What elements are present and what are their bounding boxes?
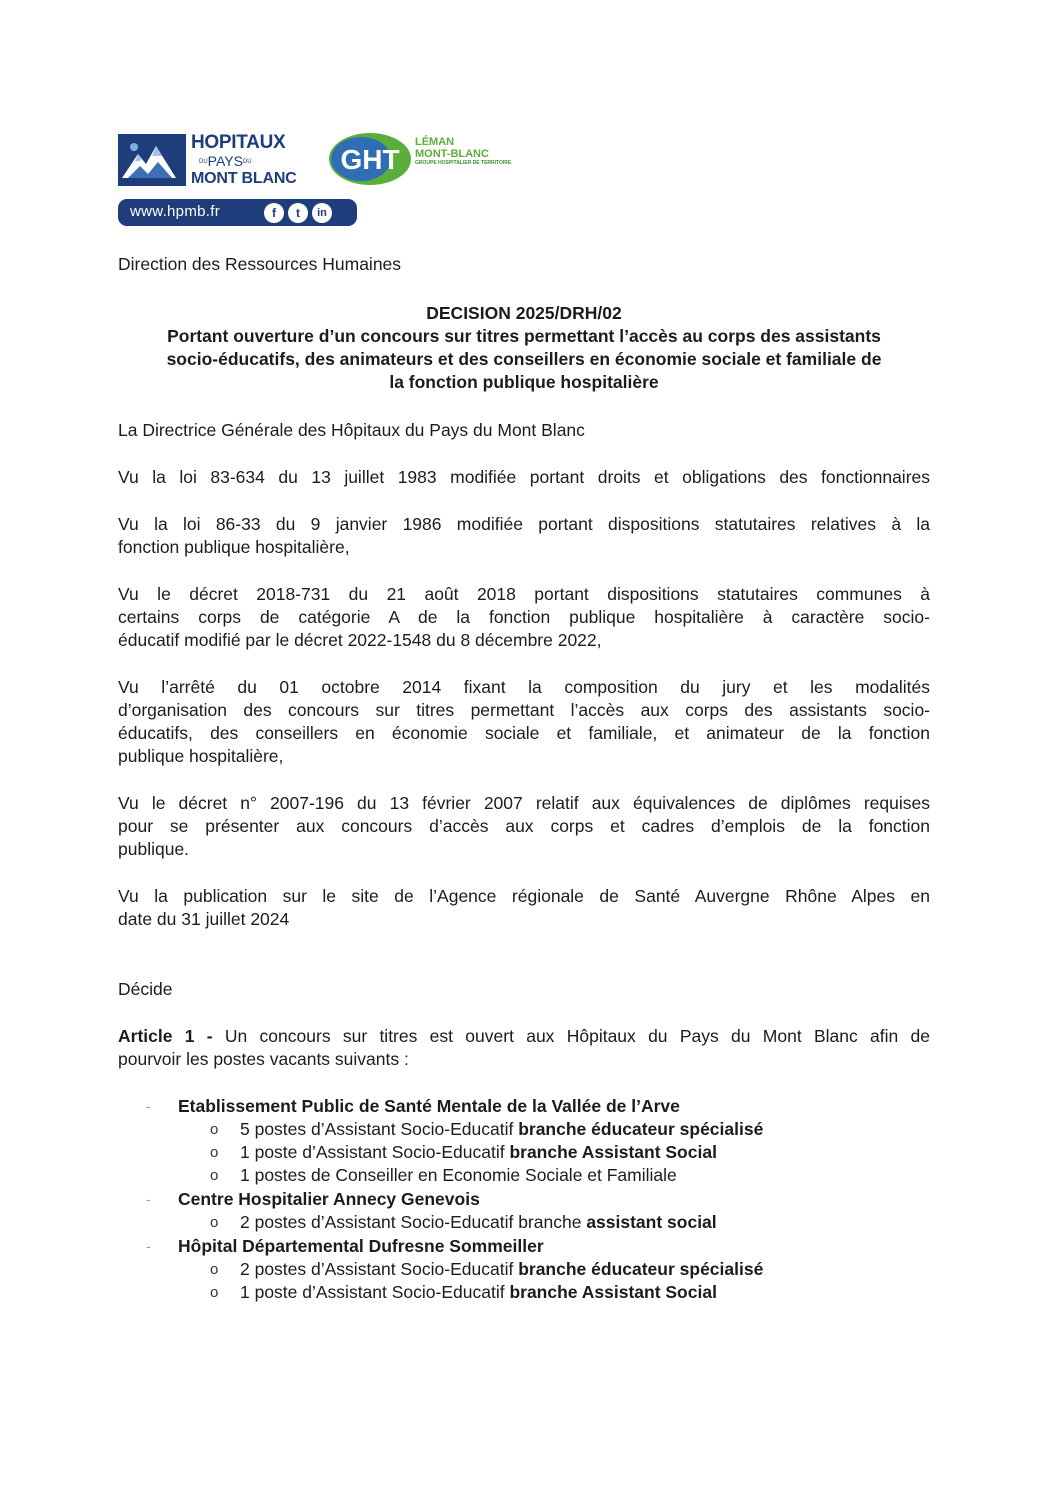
post-item: 5 postes d’Assistant Socio-Educatif branche éducateur spécialisé [240,1119,764,1139]
ght-logo-line1: LÉMAN [415,136,455,148]
list-bullet: o [210,1261,219,1278]
decision-subtitle-line: socio-éducatifs, des animateurs et des conseillers en économie sociale et familiale de [166,349,882,369]
hpmb-logo [118,134,306,188]
list-bullet: o [210,1144,219,1161]
consideration-line: publique hospitalière, [118,746,284,766]
consideration-line: certains corps de catégorie A de la fonction publique hospitalière à caractère socio- [118,607,930,627]
list-bullet: o [210,1214,219,1231]
list-bullet: o [210,1167,219,1184]
post-item: 2 postes d’Assistant Socio-Educatif branche assistant social [240,1212,717,1232]
establishment-name: Centre Hospitalier Annecy Genevois [178,1189,480,1209]
decision-title: DECISION 2025/DRH/02 [426,303,622,323]
consideration-line: Vu la loi 86-33 du 9 janvier 1986 modifiée portant dispositions statutaires relatives à la [118,514,930,534]
website-bar [118,199,357,226]
department-label: Direction des Ressources Humaines [118,254,402,274]
issuer-line: La Directrice Générale des Hôpitaux du Pays du Mont Blanc [118,420,585,440]
post-item: 1 postes de Conseiller en Economie Sociale et Familiale [240,1165,677,1185]
consideration-line: éducatif modifié par le décret 2022-1548 du 8 décembre 2022, [118,630,602,650]
hpmb-logo-line1: HOPITAUX [191,132,286,153]
establishment-name: Etablissement Public de Santé Mentale de la Vallée de l’Arve [178,1096,680,1116]
decision-subtitle-line: la fonction publique hospitalière [389,372,659,392]
list-bullet: o [210,1121,219,1138]
consideration-line: date du 31 juillet 2024 [118,909,290,929]
consideration-line: pour se présenter aux concours d’accès aux corps et cadres d’emplois de la fonction [118,816,930,836]
consideration-line: fonction publique hospitalière, [118,537,350,557]
ght-logo-line2: MONT-BLANC [415,148,489,160]
ght-mark-icon [327,131,413,187]
post-item: 2 postes d’Assistant Socio-Educatif branche éducateur spécialisé [240,1259,764,1279]
post-item: 1 poste d’Assistant Socio-Educatif branche Assistant Social [240,1142,717,1162]
hpmb-logo-line2: DUPAYSDU [199,153,252,169]
list-dash: - [146,1098,151,1114]
mountain-logo-icon [118,134,186,186]
ght-logo [327,131,517,189]
article1-line: pourvoir les postes vacants suivants : [118,1049,409,1069]
article1-line: Article 1 - Un concours sur titres est ouvert aux Hôpitaux du Pays du Mont Blanc afin de [118,1026,930,1046]
decide-label: Décide [118,979,173,999]
article1-label: Article 1 - [118,1026,213,1046]
list-dash: - [146,1238,151,1254]
facebook-icon[interactable]: f [264,203,284,223]
consideration-line: d’organisation des concours sur titres permettant l’accès aux corps des assistants socio- [118,700,930,720]
post-item: 1 poste d’Assistant Socio-Educatif branche Assistant Social [240,1282,717,1302]
website-url[interactable]: www.hpmb.fr [130,203,220,220]
svg-text:GHT: GHT [340,144,400,175]
list-dash: - [146,1191,151,1207]
consideration-line: Vu la publication sur le site de l’Agence régionale de Santé Auvergne Rhône Alpes en [118,886,930,906]
consideration-line: Vu le décret n° 2007-196 du 13 février 2007 relatif aux équivalences de diplômes requises [118,793,930,813]
ght-logo-line3: GROUPE HOSPITALIER DE TERRITOIRE [415,160,512,166]
consideration-line: Vu l’arrêté du 01 octobre 2014 fixant la composition du jury et les modalités [118,677,930,697]
establishment-name: Hôpital Départemental Dufresne Sommeiller [178,1236,544,1256]
decision-subtitle-line: Portant ouverture d’un concours sur titres permettant l’accès au corps des assistants [167,326,881,346]
consideration-line: Vu la loi 83-634 du 13 juillet 1983 modifiée portant droits et obligations des fonctionnaires [118,467,930,487]
consideration-line: publique. [118,839,190,859]
consideration-line: Vu le décret 2018-731 du 21 août 2018 portant dispositions statutaires communes à [118,584,930,604]
twitter-icon[interactable]: t [288,203,308,223]
linkedin-icon[interactable]: in [312,203,332,223]
consideration-line: éducatifs, des conseillers en économie sociale et familiale, et animateur de la fonction [118,723,930,743]
hpmb-logo-line3: MONT BLANC [191,169,297,187]
list-bullet: o [210,1284,219,1301]
